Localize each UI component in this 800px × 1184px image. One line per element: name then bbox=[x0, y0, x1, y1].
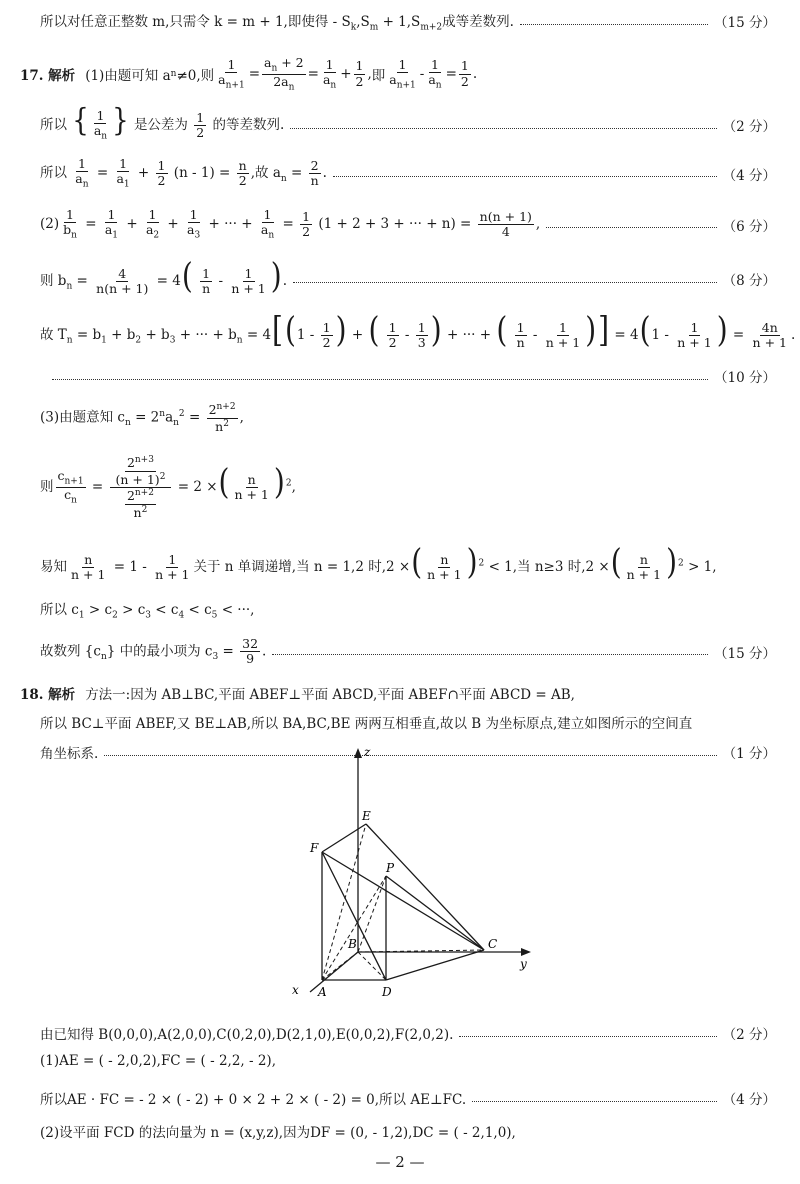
l7-d: + ··· + b bbox=[175, 327, 237, 343]
leader-dots bbox=[520, 24, 708, 25]
l18-text: (1)AE = ( - 2,0,2),FC = ( - 2,2, - 2), bbox=[40, 1053, 276, 1069]
line-17 bbox=[40, 1023, 776, 1043]
frac: $\frac{1}{3}$ bbox=[417, 319, 426, 350]
q17-label: 17. 解析 bbox=[20, 68, 76, 85]
l15-text: 所以 BC⊥平面 ABEF,又 BE⊥AB,所以 BA,BC,BE 两两互相垂直,故以 B 为坐标原点,建立如图所示的空间直 bbox=[40, 716, 693, 732]
leader-dots bbox=[333, 176, 717, 177]
q17-text: (1)由题可知 a bbox=[85, 68, 171, 85]
l13-b: } 中的最小项为 c bbox=[106, 643, 213, 660]
l17-text: 由已知得 B(0,0,0),A(2,0,0),C(0,2,0),D(2,1,0),E(0,0,2),F(2,0,2). bbox=[40, 1027, 454, 1043]
frac: $\frac{1}{a_1}$ bbox=[104, 207, 119, 241]
line-7: 故 $T_n = b_1 + b_2 + b_3$ + ··· + $b_n = 4[(1$ - $\frac{1}{2}$ ) + ( $\frac{1}{2}$ - $\frac{1}{3}$ ) + ··· + ( $\frac{1}{n}$ - $\frac{1}{n + 1}$ )] = 4(1 - $\frac{1}{n + 1}$ ) = $\frac{4n}{n + 1}$ . bbox=[40, 308, 796, 350]
l11-e: > 1, bbox=[688, 559, 717, 575]
label-y: y bbox=[520, 957, 527, 971]
frac: $\frac{1}{n + 1}$ bbox=[677, 319, 712, 350]
q18-label: 18. 解析 bbox=[20, 687, 76, 703]
frac: $\frac{1}{n + 1}$ bbox=[545, 319, 581, 350]
l7-a: 故 T bbox=[40, 327, 67, 343]
line-11: 易知 $\frac{n}{n + 1}$ = 1 - $\frac{1}{n + 1}$ 关于 n 单调递增,当 n = 1,2 时,2 ×( $\frac{n}{n + 1}$ )$^2$ < 1,当 n≥3 时,2 ×( $\frac{n}{n + 1}$ )$^2$ > 1, bbox=[40, 540, 717, 582]
frac: $\frac{a_n + 2}{2a_n}$ bbox=[264, 55, 304, 93]
frac: $\frac{1}{n}$ bbox=[516, 319, 525, 350]
l5-a: (2) bbox=[40, 216, 60, 233]
line-3: 所以 { $\frac{1}{a_n}$ } 是公差为 $\frac{1}{2}$ 的等差数列. （2 分） bbox=[40, 103, 776, 142]
sub-m: m bbox=[369, 22, 379, 33]
l11-c: 关于 n 单调递增,当 n = 1,2 时,2 × bbox=[193, 559, 411, 575]
l7-c: + b bbox=[106, 327, 136, 343]
label-C: C bbox=[488, 937, 498, 951]
label-E: E bbox=[362, 809, 371, 823]
l1-text-c: + 1,S bbox=[378, 14, 421, 30]
leader-dots bbox=[52, 379, 708, 380]
frac: $\frac{1}{a_n}$ bbox=[75, 156, 89, 190]
frac: $\frac{1}{2}$ bbox=[302, 208, 311, 240]
l3-c: 的等差数列. bbox=[212, 117, 285, 133]
geometry-figure bbox=[270, 742, 540, 1010]
frac: $\frac{1}{2}$ bbox=[196, 109, 205, 140]
q18-line bbox=[20, 683, 776, 703]
frac: $\frac{\frac{2^{n+3}}{(n + 1)^2}}{\frac{2^{n+2}}{n^2}}$ bbox=[110, 455, 172, 520]
line-19 bbox=[40, 1088, 776, 1108]
score: （8 分） bbox=[722, 273, 776, 290]
l5-b: + ··· + bbox=[208, 216, 253, 233]
l16-text: 角坐标系. bbox=[40, 746, 99, 762]
frac: $\frac{1}{a_n}$ bbox=[322, 56, 337, 91]
frac: $\frac{2}{n}$ bbox=[310, 157, 319, 189]
line-8 bbox=[40, 366, 776, 386]
leader-dots bbox=[290, 128, 716, 129]
frac: $\frac{1}{n}$ bbox=[202, 265, 211, 296]
frac: $\frac{32}{9}$ bbox=[242, 636, 259, 667]
frac: $\frac{1}{2}$ bbox=[388, 319, 397, 350]
leader-dots bbox=[472, 1101, 716, 1102]
frac: $\frac{1}{a_3}$ bbox=[187, 207, 201, 241]
line-4: 所以 $\frac{1}{a_n}$ = $\frac{1}{a_1}$ + $\frac{1}{2}$ (n - 1) = $\frac{n}{2}$ ,故 $a_n$ = $\frac{2}{n}$ . （4 分） bbox=[40, 156, 776, 190]
q17-mid: 即 bbox=[371, 68, 386, 85]
l1-text: 所以对任意正整数 m,只需令 k = m + 1,即使得 - S bbox=[40, 14, 351, 30]
l7-e: = 4 bbox=[242, 327, 272, 343]
frac: $\frac{1}{a_n}$ bbox=[260, 207, 275, 241]
score: （15 分） bbox=[714, 15, 776, 32]
frac: $\frac{1}{n + 1}$ bbox=[155, 551, 190, 582]
frac: $\frac{1}{a_1}$ bbox=[116, 156, 130, 190]
line-1 bbox=[40, 10, 776, 33]
l19-text: 所以AE · FC = - 2 × ( - 2) + 0 × 2 + 2 × ( - 2) = 0,所以 AE⊥FC. bbox=[40, 1092, 467, 1108]
l10-a: 则 bbox=[40, 479, 54, 496]
line-12: 所以 $c_1 > c_2 > c_3 < c_4 < c_5$ < ···, bbox=[40, 602, 255, 621]
l13-c: = bbox=[218, 643, 234, 660]
l12-a: 所以 c bbox=[40, 602, 79, 618]
frac: $\frac{4n}{n + 1}$ bbox=[752, 319, 787, 350]
label-A: A bbox=[318, 985, 327, 999]
line-6: 则 $b_n$ = $\frac{4}{n(n + 1)}$ = 4( $\frac{1}{n}$ - $\frac{1}{n + 1}$ ). （8 分） bbox=[40, 254, 776, 296]
l1-text-b: ,S bbox=[356, 14, 370, 30]
leader-dots bbox=[459, 1036, 716, 1037]
q17-line: 17. 解析 (1)由题可知 a n ≠0,则 $\frac{1}{a_{n+1}}$ = $\frac{a_n + 2}{2a_n}$ = $\frac{1}{a_n}$ + $\frac{1}{2}$ , 即 $\frac{1}{a_{n+1}}$ - $\frac{1}{a_n}$ = $\frac{1}{2}$ . bbox=[20, 55, 478, 93]
frac: $\frac{1}{n + 1}$ bbox=[231, 265, 266, 296]
line-20 bbox=[40, 1121, 776, 1141]
label-x: x bbox=[292, 983, 299, 997]
frac: $\frac{1}{2}$ bbox=[157, 157, 166, 189]
l11-b: = 1 - bbox=[113, 559, 147, 575]
leader-dots bbox=[293, 282, 717, 283]
frac: $\frac{c_{n+1}}{c_n}$ bbox=[57, 468, 84, 506]
q18-text: 方法一:因为 AB⊥BC,平面 ABEF⊥平面 ABCD,平面 ABEF∩平面 ABCD = AB, bbox=[85, 687, 575, 703]
l9-b: = 2 bbox=[130, 409, 160, 426]
l3-b: 是公差为 bbox=[133, 117, 188, 133]
score: （2 分） bbox=[722, 1027, 776, 1043]
line-10: 则 $\frac{c_{n+1}}{c_n}$ = $\frac{\frac{2^{n+3}}{(n + 1)^2}}{\frac{2^{n+2}}{n^2}}$ = 2 ×( $\frac{n}{n + 1}$ )$^2$, bbox=[40, 455, 296, 520]
l1-text-d: 成等差数列. bbox=[442, 14, 514, 30]
l11-a: 易知 bbox=[40, 559, 67, 575]
l4-c: ,故 a bbox=[250, 165, 281, 182]
frac: $\frac{n}{2}$ bbox=[238, 157, 247, 189]
frac: $\frac{1}{a_{n+1}}$ bbox=[389, 56, 416, 91]
l5-c: (1 + 2 + 3 + ··· + n) = bbox=[318, 216, 472, 233]
frac: $\frac{1}{a_n}$ bbox=[93, 107, 108, 142]
frac: $\frac{n(n + 1)}{4}$ bbox=[479, 208, 532, 240]
l9-a: (3)由题意知 c bbox=[40, 409, 125, 426]
leader-dots bbox=[546, 227, 716, 228]
score: （4 分） bbox=[722, 167, 776, 184]
line-9: (3)由题意知 $c_n = 2^na_n^2$ = $\frac{2^{n+2}}{n^2}$ , bbox=[40, 402, 244, 434]
sub-k: k bbox=[350, 22, 357, 33]
l4-b: (n - 1) = bbox=[173, 165, 231, 182]
frac: $\frac{1}{a_2}$ bbox=[145, 207, 160, 241]
score: （10 分） bbox=[714, 370, 776, 386]
label-F: F bbox=[310, 841, 319, 855]
l4-a: 所以 bbox=[40, 165, 67, 182]
line-5: (2) $\frac{1}{b_n}$ = $\frac{1}{a_1}$ + $\frac{1}{a_2}$ + $\frac{1}{a_3}$ + ··· + $\frac{1}{a_n}$ = $\frac{1}{2}$ (1 + 2 + 3 + ··· + n) = $\frac{n(n + 1)}{4}$ , （6 分） bbox=[40, 207, 776, 241]
sub-m2: m+2 bbox=[420, 22, 443, 33]
l13-a: 故数列 {c bbox=[40, 643, 101, 660]
score: （1 分） bbox=[722, 746, 776, 762]
score: （15 分） bbox=[714, 645, 776, 662]
frac: $\frac{1}{2}$ bbox=[460, 58, 469, 89]
l3-a: 所以 bbox=[40, 117, 67, 133]
l10-b: = 2 × bbox=[177, 479, 218, 496]
q17-neq: ≠0,则 bbox=[176, 68, 215, 85]
line-13: 故数列 $\{c_n\}$ 中的最小项为 $c_3$ = $\frac{32}{9}$ . （15 分） bbox=[40, 636, 776, 667]
label-D: D bbox=[382, 985, 392, 999]
l7-b: = b bbox=[72, 327, 102, 343]
score: （2 分） bbox=[722, 119, 776, 136]
line-15 bbox=[40, 712, 776, 732]
frac: $\frac{1}{2}$ bbox=[322, 319, 331, 350]
label-z: z bbox=[364, 745, 371, 759]
frac: $\frac{1}{b_n}$ bbox=[63, 207, 77, 241]
line-18 bbox=[40, 1053, 776, 1069]
page-number: — 2 — bbox=[375, 1153, 425, 1171]
frac: $\frac{n}{n + 1}$ bbox=[234, 471, 269, 503]
l20-text: (2)设平面 FCD 的法向量为 n = (x,y,z),因为DF = (0, - 1,2),DC = ( - 2,1,0), bbox=[40, 1125, 516, 1141]
label-B: B bbox=[348, 937, 357, 951]
frac: $\frac{n}{n + 1}$ bbox=[427, 551, 462, 582]
score: （4 分） bbox=[722, 1092, 776, 1108]
frac: $\frac{2^{n+2}}{n^2}$ bbox=[208, 402, 236, 434]
l4-d: = bbox=[286, 165, 303, 182]
l9-c: a bbox=[165, 409, 174, 426]
leader-dots bbox=[272, 654, 708, 655]
frac: $\frac{n}{n + 1}$ bbox=[71, 551, 106, 582]
frac: $\frac{4}{n(n + 1)}$ bbox=[96, 265, 149, 296]
label-P: P bbox=[386, 861, 395, 875]
score: （6 分） bbox=[722, 218, 776, 235]
l6-a: 则 b bbox=[40, 273, 67, 289]
frac: $\frac{n}{n + 1}$ bbox=[626, 551, 662, 582]
frac: $\frac{1}{a_{n+1}}$ bbox=[218, 56, 245, 91]
frac: $\frac{1}{2}$ bbox=[355, 58, 364, 89]
l11-d: < 1,当 n≥3 时,2 × bbox=[488, 559, 610, 575]
frac: $\frac{1}{a_n}$ bbox=[428, 56, 442, 91]
